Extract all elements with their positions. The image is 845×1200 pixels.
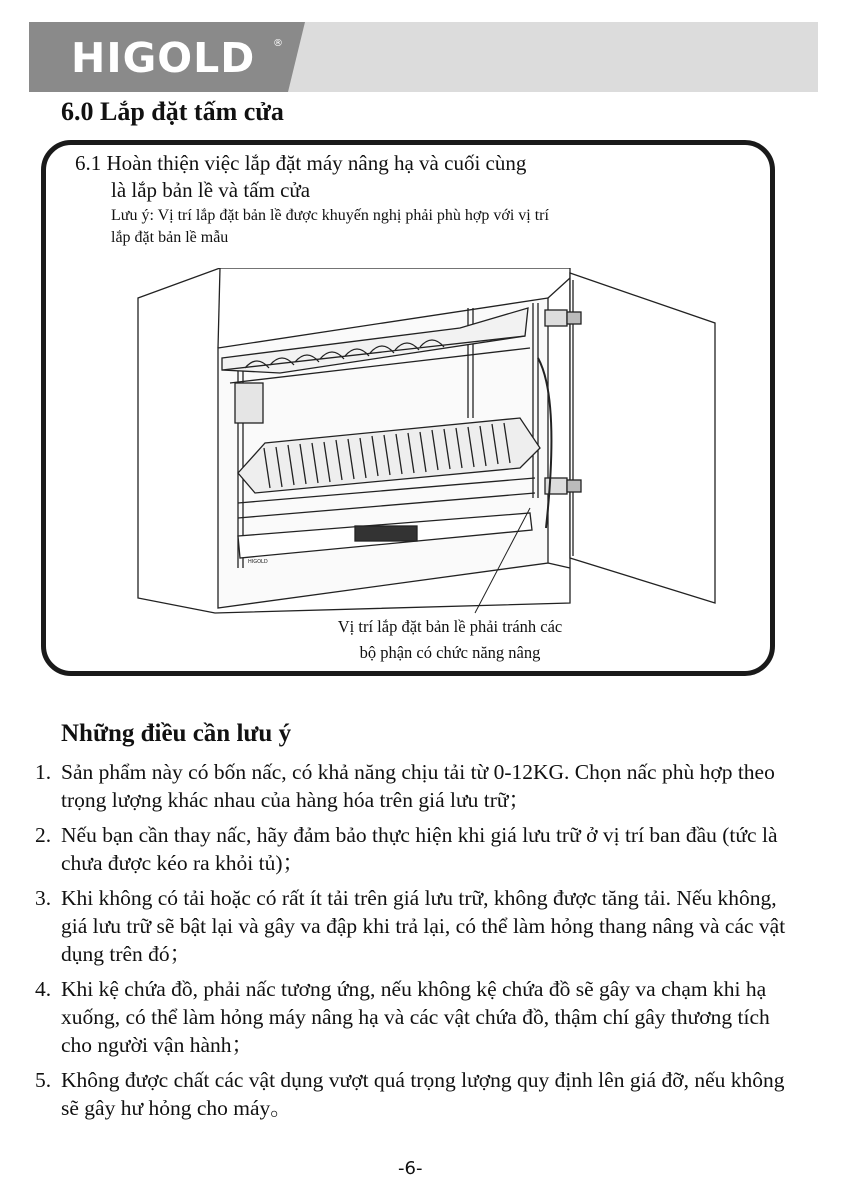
callout-line2: bộ phận có chức năng nâng (359, 643, 541, 662)
list-item (35, 1066, 805, 1122)
figure-callout (300, 614, 600, 666)
notes-title: Những điều cần lưu ý (61, 720, 292, 747)
cabinet-door (570, 273, 715, 603)
installation-note (111, 205, 549, 249)
note-line2: lắp đặt bản lề mẫu (111, 229, 229, 246)
step-heading-line1: 6.1 Hoàn thiện việc lắp đặt máy nâng hạ và cuối cùng (75, 151, 527, 175)
section-title: 6.0 Lắp đặt tấm cửa (61, 97, 284, 126)
list-item-text: Nếu bạn cần thay nấc, hãy đảm bảo thực hiện khi giá lưu trữ ở vị trí ban đầu (tức là chưa được kéo ra khỏi tủ)； (61, 823, 778, 875)
upper-hinge (545, 310, 581, 326)
header-band (29, 22, 818, 92)
list-item (35, 758, 805, 814)
list-item-text: Khi không có tải hoặc có rất ít tải trên giá lưu trữ, không được tăng tải. Nếu không, giá lưu trữ sẽ bật lại và gây va đập khi trả lại, có thể làm hỏng thang nâng và các vật dụng trên đó； (61, 886, 786, 966)
notes-list (35, 758, 805, 1129)
unit-brand-label: HIGOLD (248, 559, 268, 565)
list-item-number: 3. (35, 886, 52, 910)
callout-line1: Vị trí lắp đặt bản lề phải tránh các (337, 617, 563, 636)
page-number: -6- (398, 1158, 423, 1179)
step-heading-line2: là lắp bản lề và tấm cửa (111, 178, 311, 202)
list-item (35, 975, 805, 1059)
step-heading (75, 150, 526, 204)
registered-mark: ® (273, 38, 283, 49)
list-item-number: 5. (35, 1068, 52, 1092)
list-item (35, 884, 805, 968)
list-item-number: 4. (35, 977, 52, 1001)
list-item-text: Không được chất các vật dụng vượt quá trọng lượng quy định lên giá đỡ, nếu không sẽ gây hư hỏng cho máy。 (61, 1068, 785, 1120)
list-item-number: 1. (35, 760, 52, 784)
list-item (35, 821, 805, 877)
list-item-number: 2. (35, 823, 52, 847)
list-item-text: Khi kệ chứa đồ, phải nấc tương ứng, nếu không kệ chứa đồ sẽ gây va chạm khi hạ xuống, có thể làm hỏng máy nâng hạ và các vật chứa đồ, thậm chí gây thương tích cho người vận hành； (61, 977, 770, 1057)
lift-handle (355, 526, 417, 541)
brand-logo: HIGOLD (71, 34, 256, 82)
cabinet-illustration (130, 268, 720, 628)
list-item-text: Sản phẩm này có bốn nấc, có khả năng chịu tải từ 0-12KG. Chọn nấc phù hợp theo trọng lượng khác nhau của hàng hóa trên giá lưu trữ； (61, 760, 775, 812)
note-line1: Lưu ý: Vị trí lắp đặt bản lề được khuyến nghị phải phù hợp với vị trí (111, 207, 549, 224)
